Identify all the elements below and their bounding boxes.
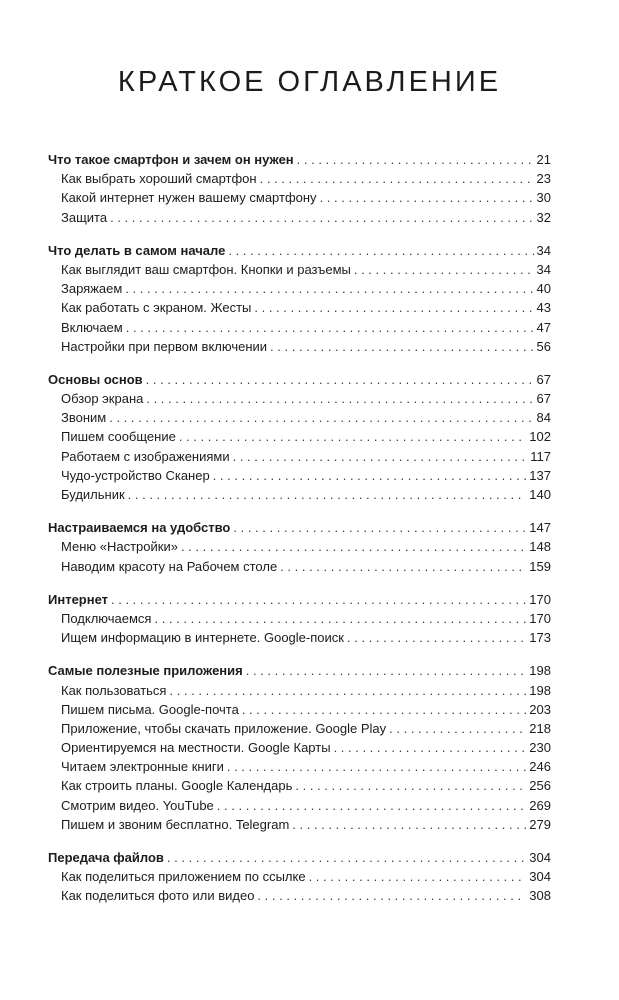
subsection-entry bbox=[48, 485, 551, 504]
subsection-entry-title: Настройки при первом включении bbox=[61, 338, 268, 354]
subsection-entry bbox=[48, 681, 551, 700]
dot-leader bbox=[169, 681, 526, 700]
subsection-entry bbox=[48, 628, 551, 647]
subsection-entry bbox=[48, 188, 551, 207]
subsection-entry bbox=[48, 815, 551, 834]
dot-leader bbox=[280, 557, 526, 576]
dot-leader bbox=[270, 337, 533, 356]
dot-leader bbox=[309, 867, 527, 886]
toc-section bbox=[48, 661, 551, 834]
dot-leader bbox=[354, 260, 534, 279]
subsection-entry-page-number: 173 bbox=[529, 630, 551, 646]
section-heading bbox=[48, 590, 551, 609]
section-heading-page-number: 147 bbox=[529, 520, 551, 536]
subsection-entry bbox=[48, 700, 551, 719]
dot-leader bbox=[109, 408, 533, 427]
subsection-entry-page-number: 159 bbox=[529, 558, 551, 574]
subsection-entry bbox=[48, 169, 551, 188]
subsection-entry-page-number: 117 bbox=[530, 448, 551, 464]
section-heading bbox=[48, 370, 551, 389]
section-heading bbox=[48, 518, 551, 537]
toc-section bbox=[48, 518, 551, 576]
subsection-entry-title: Как поделиться приложением по ссылке bbox=[61, 869, 306, 885]
toc-section bbox=[48, 590, 551, 648]
dot-leader bbox=[297, 150, 534, 169]
subsection-entry-title: Смотрим видео. YouTube bbox=[61, 797, 214, 813]
dot-leader bbox=[320, 188, 534, 207]
section-heading-title: Настраиваемся на удобство bbox=[48, 520, 231, 536]
toc-section bbox=[48, 848, 551, 906]
section-heading bbox=[48, 241, 551, 260]
subsection-entry-title: Приложение, чтобы скачать приложение. Google Play bbox=[61, 720, 387, 736]
subsection-entry-title: Пишем письма. Google-почта bbox=[61, 701, 239, 717]
subsection-entry-title: Как выглядит ваш смартфон. Кнопки и разъемы bbox=[61, 261, 351, 277]
section-heading-page-number: 21 bbox=[536, 152, 551, 167]
subsection-entry bbox=[48, 298, 551, 317]
dot-leader bbox=[128, 485, 527, 504]
subsection-entry bbox=[48, 279, 551, 298]
section-heading-page-number: 198 bbox=[529, 663, 551, 679]
subsection-entry-title: Меню «Настройки» bbox=[61, 539, 178, 555]
subsection-entry bbox=[48, 427, 551, 446]
subsection-entry bbox=[48, 886, 551, 905]
toc-section bbox=[48, 370, 551, 504]
subsection-entry bbox=[48, 466, 551, 485]
subsection-entry bbox=[48, 208, 551, 227]
subsection-entry-page-number: 23 bbox=[536, 171, 551, 187]
subsection-entry bbox=[48, 389, 551, 408]
dot-leader bbox=[217, 796, 527, 815]
dot-leader bbox=[154, 609, 526, 628]
subsection-entry-page-number: 279 bbox=[529, 816, 551, 832]
subsection-entry-title: Работаем с изображениями bbox=[61, 448, 230, 464]
section-heading bbox=[48, 150, 551, 169]
subsection-entry-title: Пишем сообщение bbox=[61, 429, 176, 445]
dot-leader bbox=[347, 628, 526, 647]
subsection-entry bbox=[48, 408, 551, 427]
subsection-entry bbox=[48, 738, 551, 757]
subsection-entry-page-number: 43 bbox=[536, 300, 551, 316]
subsection-entry-title: Читаем электронные книги bbox=[61, 759, 224, 775]
dot-leader bbox=[389, 719, 526, 738]
section-heading-title: Что делать в самом начале bbox=[48, 242, 226, 258]
dot-leader bbox=[146, 370, 534, 389]
section-heading-page-number: 34 bbox=[536, 242, 551, 258]
dot-leader bbox=[246, 661, 527, 680]
subsection-entry-title: Какой интернет нужен вашему смартфону bbox=[61, 190, 317, 206]
subsection-entry-page-number: 198 bbox=[529, 682, 551, 698]
subsection-entry bbox=[48, 719, 551, 738]
section-heading bbox=[48, 661, 551, 680]
subsection-entry-page-number: 40 bbox=[536, 281, 551, 297]
subsection-entry bbox=[48, 260, 551, 279]
dot-leader bbox=[254, 298, 533, 317]
subsection-entry-page-number: 102 bbox=[529, 429, 551, 445]
subsection-entry-page-number: 230 bbox=[529, 740, 551, 756]
subsection-entry-title: Защита bbox=[61, 209, 108, 225]
subsection-entry-title: Как пользоваться bbox=[61, 682, 167, 698]
subsection-entry bbox=[48, 318, 551, 337]
subsection-entry-title: Включаем bbox=[61, 319, 123, 335]
dot-leader bbox=[111, 590, 526, 609]
subsection-entry bbox=[48, 757, 551, 776]
dot-leader bbox=[292, 815, 526, 834]
subsection-entry-title: Будильник bbox=[61, 487, 125, 502]
dot-leader bbox=[181, 537, 526, 556]
subsection-entry-page-number: 148 bbox=[529, 539, 551, 555]
subsection-entry-title: Как строить планы. Google Календарь bbox=[61, 778, 293, 794]
subsection-entry-page-number: 84 bbox=[536, 410, 551, 426]
subsection-entry bbox=[48, 557, 551, 576]
section-heading-title: Интернет bbox=[48, 591, 109, 607]
subsection-entry-title: Заряжаем bbox=[61, 281, 123, 297]
dot-leader bbox=[146, 389, 533, 408]
subsection-entry bbox=[48, 867, 551, 886]
subsection-entry-page-number: 56 bbox=[536, 338, 551, 354]
subsection-entry-page-number: 256 bbox=[529, 778, 551, 794]
subsection-entry-page-number: 34 bbox=[536, 261, 551, 277]
subsection-entry bbox=[48, 609, 551, 628]
subsection-entry-page-number: 246 bbox=[529, 759, 551, 775]
subsection-entry-title: Обзор экрана bbox=[61, 391, 144, 407]
dot-leader bbox=[334, 738, 527, 757]
section-heading-title: Передача файлов bbox=[48, 850, 164, 865]
dot-leader bbox=[260, 169, 534, 188]
section-heading-page-number: 304 bbox=[529, 850, 551, 865]
subsection-entry-page-number: 32 bbox=[536, 209, 551, 225]
dot-leader bbox=[227, 757, 526, 776]
section-heading-title: Самые полезные приложения bbox=[48, 663, 243, 679]
dot-leader bbox=[257, 886, 526, 905]
section-heading-page-number: 67 bbox=[536, 371, 551, 387]
toc-section bbox=[48, 241, 551, 356]
dot-leader bbox=[228, 241, 533, 260]
subsection-entry-title: Пишем и звоним бесплатно. Telegram bbox=[61, 816, 290, 832]
subsection-entry-title: Как выбрать хороший смартфон bbox=[61, 171, 257, 187]
dot-leader bbox=[167, 848, 526, 867]
subsection-entry-title: Звоним bbox=[61, 410, 107, 426]
dot-leader bbox=[295, 776, 526, 795]
page-title: КРАТКОЕ ОГЛАВЛЕНИЕ bbox=[117, 66, 502, 98]
dot-leader bbox=[126, 318, 534, 337]
dot-leader bbox=[242, 700, 526, 719]
subsection-entry-title: Ищем информацию в интернете. Google-поиск bbox=[61, 630, 344, 646]
dot-leader bbox=[233, 518, 526, 537]
section-heading-page-number: 170 bbox=[529, 591, 551, 607]
subsection-entry-page-number: 67 bbox=[536, 391, 551, 407]
subsection-entry-title: Чудо-устройство Сканер bbox=[61, 467, 210, 483]
subsection-entry bbox=[48, 337, 551, 356]
subsection-entry-page-number: 269 bbox=[529, 797, 551, 813]
subsection-entry-page-number: 203 bbox=[529, 701, 551, 717]
subsection-entry-page-number: 30 bbox=[536, 190, 551, 206]
section-heading-title: Основы основ bbox=[48, 371, 143, 387]
subsection-entry-title: Подключаемся bbox=[61, 610, 152, 626]
subsection-entry-title: Как работать с экраном. Жесты bbox=[61, 300, 252, 316]
subsection-entry-title: Ориентируемся на местности. Google Карты bbox=[61, 740, 331, 756]
subsection-entry-page-number: 137 bbox=[529, 467, 551, 483]
subsection-entry-title: Как поделиться фото или видео bbox=[61, 888, 255, 904]
dot-leader bbox=[233, 447, 528, 466]
subsection-entry-page-number: 304 bbox=[529, 869, 551, 885]
subsection-entry bbox=[48, 537, 551, 556]
section-heading-title: Что такое смартфон и зачем он нужен bbox=[48, 152, 294, 167]
table-of-contents bbox=[48, 150, 551, 920]
subsection-entry-page-number: 140 bbox=[529, 487, 551, 502]
dot-leader bbox=[110, 208, 533, 227]
dot-leader bbox=[125, 279, 533, 298]
dot-leader bbox=[213, 466, 527, 485]
dot-leader bbox=[179, 427, 526, 446]
toc-section bbox=[48, 150, 551, 227]
section-heading bbox=[48, 848, 551, 867]
subsection-entry-title: Наводим красоту на Рабочем столе bbox=[61, 558, 278, 574]
subsection-entry bbox=[48, 796, 551, 815]
subsection-entry bbox=[48, 776, 551, 795]
subsection-entry-page-number: 218 bbox=[529, 720, 551, 736]
subsection-entry-page-number: 308 bbox=[529, 888, 551, 904]
subsection-entry-page-number: 170 bbox=[529, 610, 551, 626]
subsection-entry-page-number: 47 bbox=[536, 319, 551, 335]
subsection-entry bbox=[48, 447, 551, 466]
